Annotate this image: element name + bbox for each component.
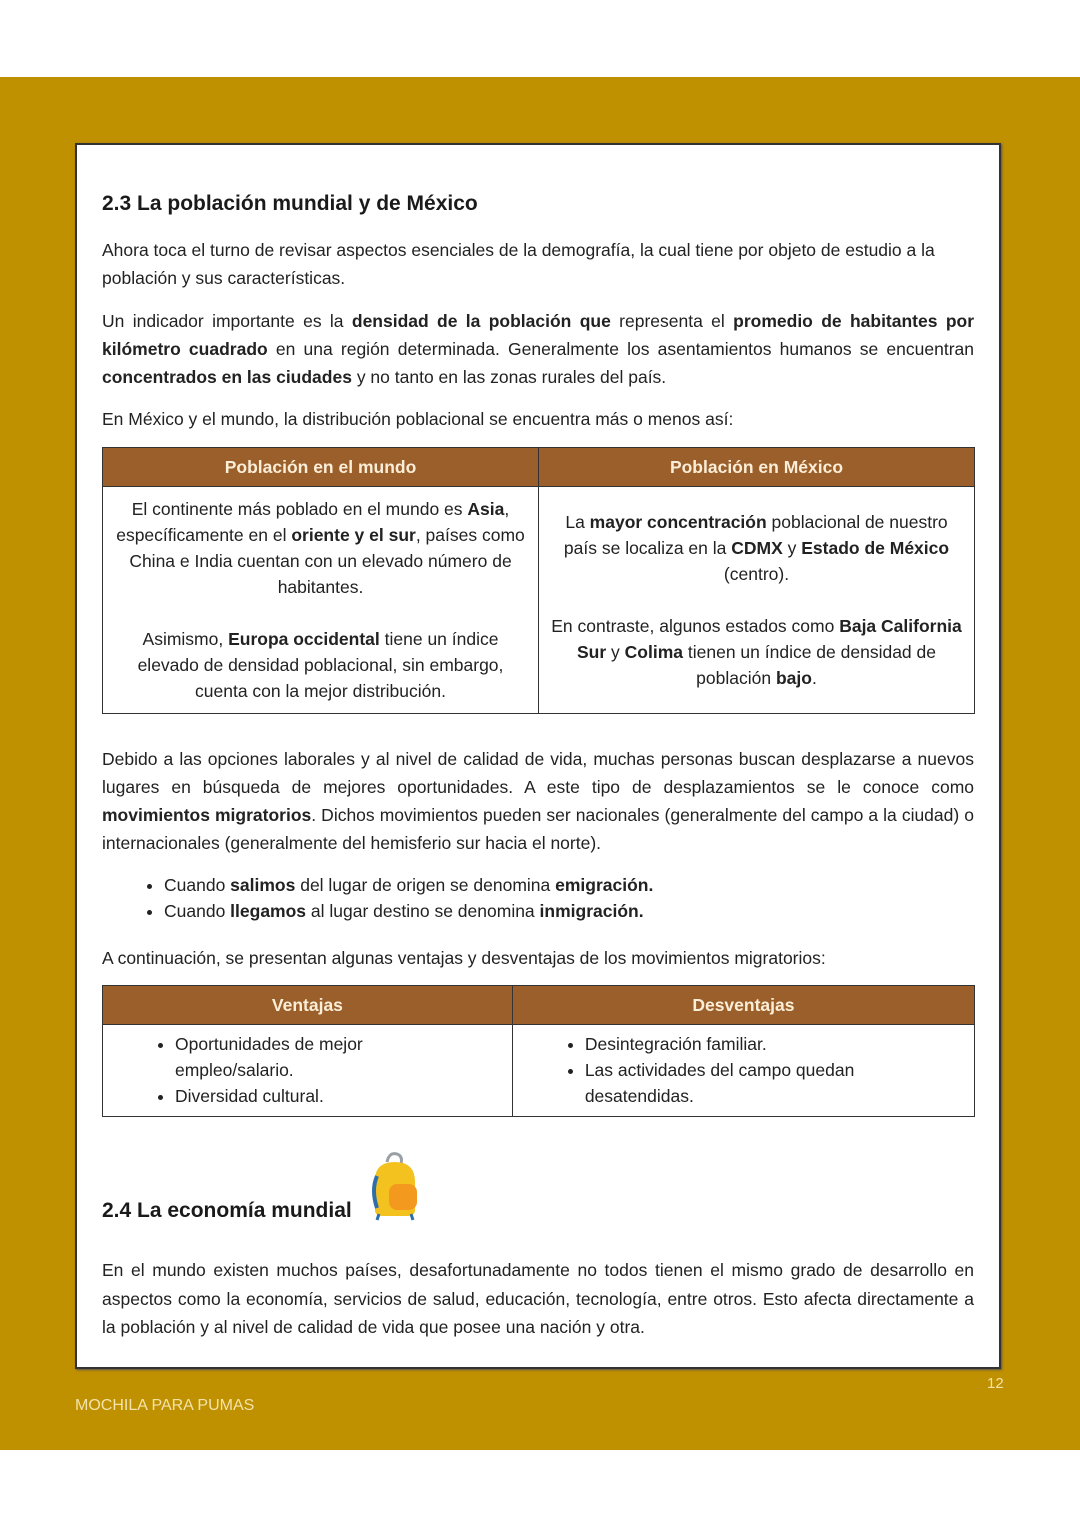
table-header: Ventajas — [103, 986, 513, 1025]
bold-text: llegamos — [230, 901, 307, 921]
table-header: Población en México — [539, 448, 975, 487]
bold-text: bajo — [775, 668, 812, 688]
table-cell — [103, 487, 539, 714]
document-page — [75, 143, 1001, 1369]
paragraph — [102, 745, 974, 857]
text-run: y — [606, 642, 625, 662]
bold-text: salimos — [230, 875, 296, 895]
bold-text: concentrados en las ciudades — [102, 367, 352, 387]
text-run: En México y el mundo, la distribución poblacional se encuentra más o menos así: — [102, 409, 734, 429]
backpack-icon — [367, 1150, 423, 1222]
bold-text: oriente y el sur — [291, 525, 416, 545]
text-run: Ahora toca el turno de revisar aspectos esenciales de la demografía, la cual tiene por objeto de estudio a la población y sus características. — [102, 240, 935, 288]
text-run: La — [565, 512, 590, 532]
bold-text: Colima — [624, 642, 684, 662]
text-run: Debido a las opciones laborales y al nivel de calidad de vida, muchas personas buscan desplazarse a nuevos lugares en búsqueda de mejores oportunidades. A este tipo de desplazamientos se le conoce como — [102, 749, 974, 797]
text-run: . — [811, 668, 817, 688]
table-header: Desventajas — [512, 986, 974, 1025]
bold-text: inmigración. — [539, 901, 644, 921]
list-item — [164, 872, 1036, 898]
bold-text: Asia — [467, 499, 505, 519]
paragraph — [102, 307, 974, 391]
bold-text: mayor concentración — [589, 512, 767, 532]
bold-text: CDMX — [731, 538, 783, 558]
bold-text: promedio de habitantes por kilómetro cuadrado — [102, 311, 975, 359]
bold-text: Estado de México — [801, 538, 950, 558]
text-run: En el mundo existen muchos países, desafortunadamente no todos tienen el mismo grado de desarrollo en aspectos como la economía, servicios de salud, educación, tecnología, entre otros. Esto afecta directamente a la población y al nivel de calidad de vida que posee una nación y otra. — [102, 1260, 974, 1337]
cell-text — [549, 613, 964, 691]
list-item: • Desintegración familiar. — [585, 1031, 904, 1057]
table-cell — [512, 1025, 974, 1117]
paragraph — [102, 944, 974, 972]
section-title: 2.3 La población mundial y de México — [102, 192, 478, 215]
list-item — [164, 898, 1036, 924]
table-cell — [103, 1025, 513, 1117]
text-run: en una región determinada. Generalmente los asentamientos humanos se encuentran — [267, 339, 975, 359]
cell-text — [549, 509, 964, 587]
paragraph — [102, 236, 974, 292]
footer-brand: MOCHILA PARA PUMAS — [75, 1397, 255, 1414]
text-run: A continuación, se presentan algunas ventajas y desventajas de los movimientos migratorios: — [102, 948, 826, 968]
text-run: Cuando — [164, 875, 231, 895]
text-run: Cuando — [164, 901, 231, 921]
paragraph — [102, 405, 974, 433]
text-run: (centro). — [723, 564, 790, 584]
list-item: • Oportunidades de mejor empleo/salario. — [175, 1031, 412, 1083]
text-run: Asimismo, — [142, 629, 229, 649]
list-item: • Diversidad cultural. — [175, 1083, 412, 1109]
bold-text: emigración. — [555, 875, 654, 895]
bold-text: Baja California Sur — [576, 616, 962, 662]
table-header: Población en el mundo — [103, 448, 539, 487]
table-cell — [539, 487, 975, 714]
bold-text: movimientos migratorios — [102, 805, 312, 825]
cell-text — [113, 626, 528, 704]
text-run: En contraste, algunos estados como — [551, 616, 840, 636]
section-title: 2.4 La economía mundial — [102, 1199, 352, 1222]
text-run: El continente más poblado en el mundo es — [131, 499, 468, 519]
text-run: tienen un índice de densidad de población — [683, 642, 936, 688]
text-run: tiene un índice elevado de densidad poblacional, sin embargo, cuenta con la mejor distribución. — [137, 629, 504, 701]
text-run: , específicamente en el — [116, 499, 510, 545]
text-run: Un indicador importante es la — [102, 311, 352, 331]
paragraph — [102, 1256, 974, 1342]
bold-text: densidad de la población que — [351, 311, 611, 331]
text-run: , países como China e India cuentan con un elevado número de habitantes. — [129, 525, 525, 597]
cell-text — [113, 496, 528, 600]
bold-text: Europa occidental — [228, 629, 380, 649]
list-item: • Las actividades del campo quedan desatendidas. — [585, 1057, 904, 1109]
bullet-list — [102, 872, 1036, 924]
population-table — [102, 447, 975, 714]
text-run: representa el — [610, 311, 734, 331]
text-run: . Dichos movimientos pueden ser nacionales (generalmente del campo a la ciudad) o internacionales (generalmente del hemisferio sur hacia el norte). — [102, 805, 974, 853]
text-run: y — [782, 538, 802, 558]
text-run: y no tanto en las zonas rurales del país. — [351, 367, 667, 387]
text-run: poblacional de nuestro país se localiza en la — [563, 512, 948, 558]
page-number: 12 — [987, 1375, 1004, 1392]
text-run: del lugar de origen se denomina — [295, 875, 556, 895]
migration-table — [102, 985, 975, 1117]
text-run: al lugar destino se denomina — [306, 901, 540, 921]
